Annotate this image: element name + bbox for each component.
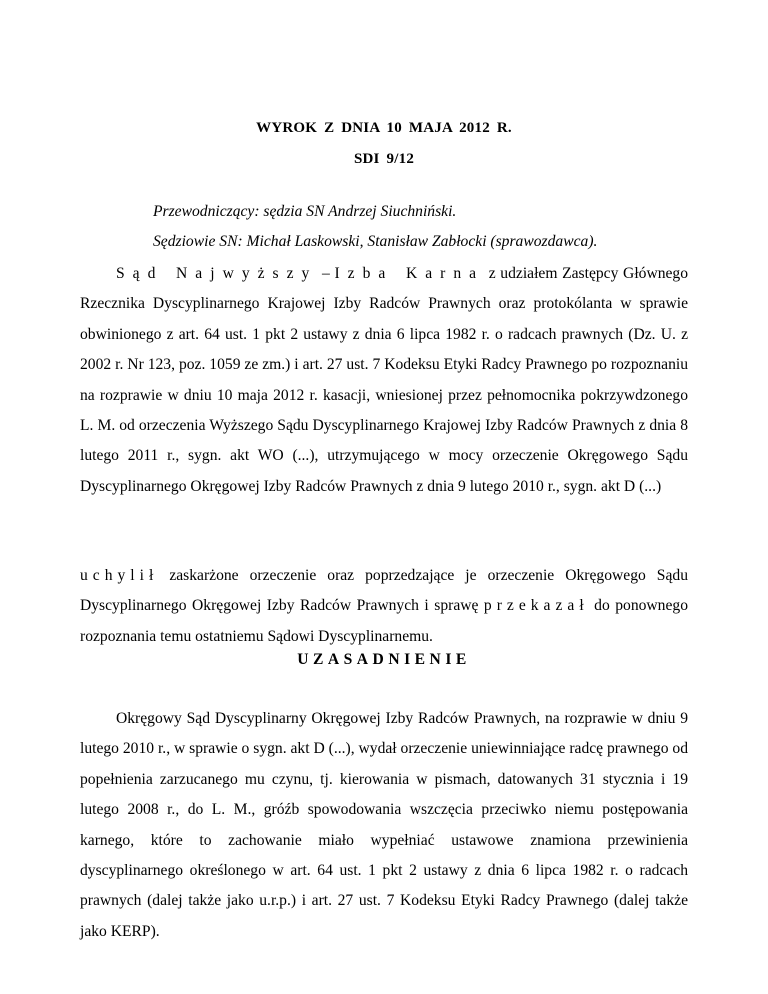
chamber-name: Izba Karna — [334, 265, 485, 282]
presiding-judge: Przewodniczący: sędzia SN Andrzej Siuchniński. — [153, 203, 457, 220]
justification-heading: UZASADNIENIE — [297, 651, 471, 668]
judgment-title: WYROK Z DNIA 10 MAJA 2012 R. — [256, 120, 512, 136]
ruling-paragraph — [80, 561, 688, 652]
court-name: Sąd Najwyższy — [116, 265, 318, 282]
judges-panel: Sędziowie SN: Michał Laskowski, Stanisław Zabłocki (sprawozdawca). — [153, 233, 598, 250]
justification-paragraph: Okręgowy Sąd Dyscyplinarny Okręgowej Izby Radców Prawnych, na rozprawie w dniu 9 lutego 2010 r., w sprawie o sygn. akt D (...), wydał orzeczenie uniewinniające radcę prawnego od popełnienia zarzucanego mu czynu, tj. kierowania w pismach, datowanych 31 stycznia i 19 lutego 2008 r., do L. M., gróźb spowodowania wszczęcia przeciwko niemu postępowania karnego, które to zachowanie miało wypełniać ustawowe znamiona przewinienia dyscyplinarnego określonego w art. 64 ust. 1 pkt 2 ustawy z dnia 6 lipca 1982 r. o radcach prawnych (dalej także jako u.r.p.) i art. 27 ust. 7 Kodeksu Etyki Radcy Prawnego (dalej także jako KERP). — [80, 710, 688, 940]
intro-paragraph — [80, 259, 688, 502]
intro-dash: – — [317, 265, 335, 282]
ruling-verb-quashed: uchylił — [80, 567, 159, 584]
ruling-text-1: zaskarżone orzeczenie oraz poprzedzające je orzeczenie Okręgowego Sądu Dyscyplinarnego Okręgowej Izby Radców Prawnych i sprawę — [80, 567, 688, 615]
case-signature: SDI 9/12 — [353, 151, 415, 167]
ruling-text-2: do ponownego rozpoznania temu ostatniemu Sądowi Dyscyplinarnemu. — [80, 597, 688, 645]
ruling-verb-referred: przekazał — [483, 597, 589, 615]
intro-text: z udziałem Zastępcy Głównego Rzecznika Dyscyplinarnego Krajowej Izby Radców Prawnych oraz protokólanta w sprawie obwinionego z art. 64 ust. 1 pkt 2 ustawy z dnia 6 lipca 1982 r. o radcach prawnych (Dz. U. z 2002 r. Nr 123, poz. 1059 ze zm.) i art. 27 ust. 7 Kodeksu Etyki Radcy Prawnego po rozpoznaniu na rozprawie w dniu 10 maja 2012 r. kasacji, wniesionej przez pełnomocnika pokrzywdzonego L. M. od orzeczenia Wyższego Sądu Dyscyplinarnego Krajowej Izby Radców Prawnych z dnia 8 lutego 2011 r., sygn. akt WO (...), utrzymującego w mocy orzeczenie Okręgowego Sądu Dyscyplinarnego Okręgowej Izby Radców Prawnych z dnia 9 lutego 2010 r., sygn. akt D (...) — [80, 265, 689, 495]
